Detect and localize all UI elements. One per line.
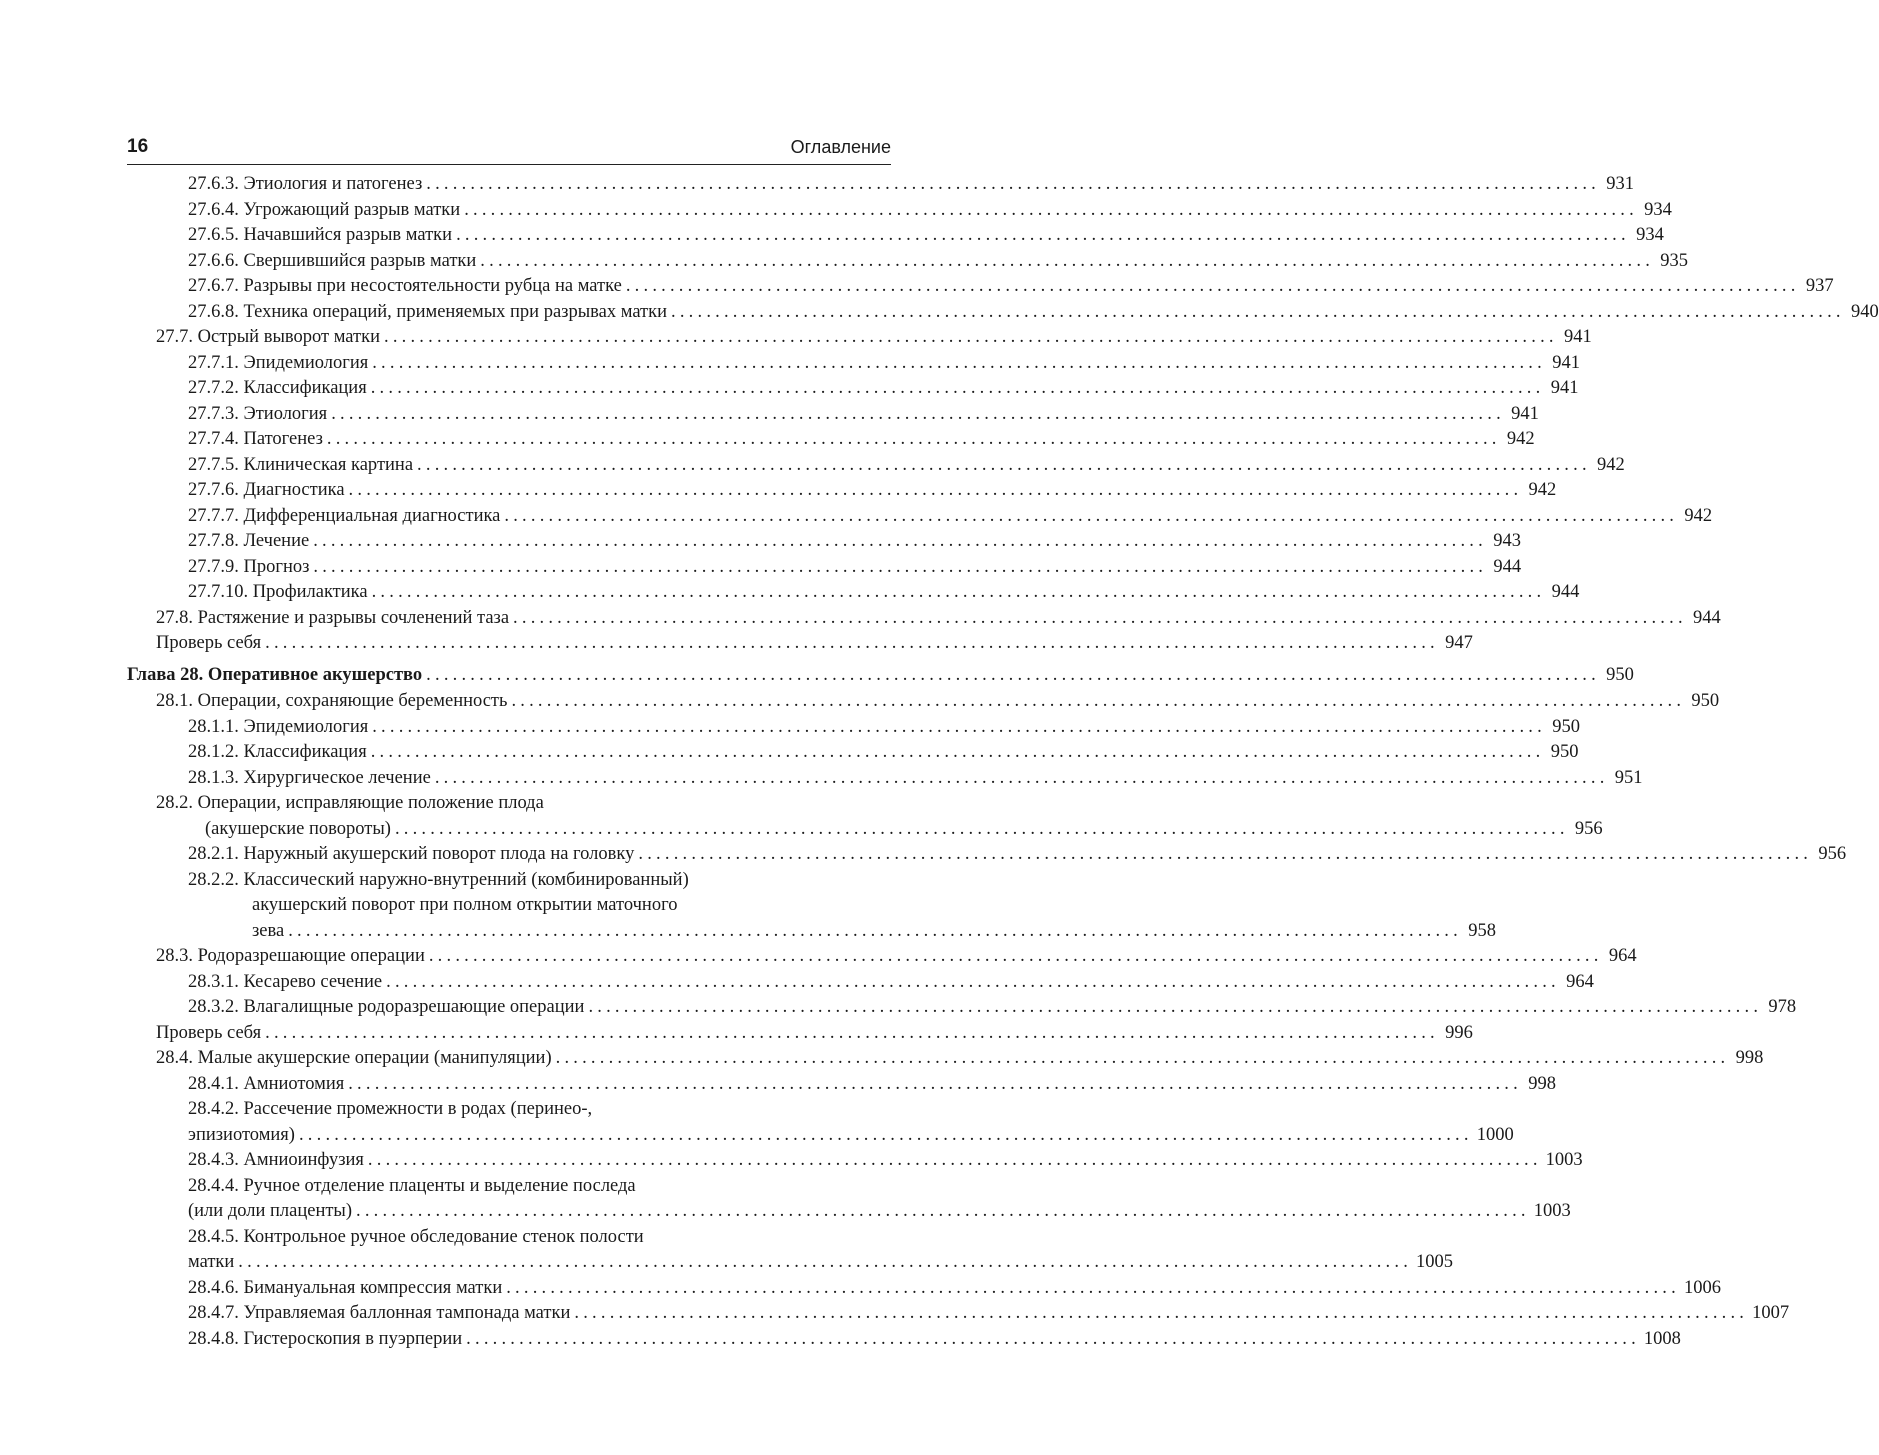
toc-title-line: матки — [188, 1252, 235, 1272]
toc-entry — [0, 943, 1637, 969]
page-number: 16 — [127, 136, 149, 157]
page-header — [127, 134, 891, 165]
dot-leader: ..................................................................................................................................... — [348, 1073, 1522, 1094]
dot-leader: ..................................................................................................................................... — [588, 997, 1763, 1017]
dot-leader: ..................................................................................................................................... — [371, 582, 1546, 602]
toc-chapter — [0, 662, 1634, 688]
toc-title: 27.6.7. Разрывы при несостоятельности рубца на матке — [188, 276, 622, 296]
toc-title: 28.4.1. Амниотомия — [188, 1073, 345, 1094]
toc-title: 27.7.10. Профилактика — [188, 582, 368, 602]
toc-page: 942 — [1684, 505, 1713, 526]
toc-title: 27.7.6. Диагностика — [188, 480, 345, 500]
toc-entry — [0, 688, 1720, 714]
toc-page: 1003 — [1533, 1201, 1571, 1221]
toc-title-line: эпизиотомия) — [188, 1124, 295, 1145]
toc-title-line: 28.4.5. Контрольное ручное обследование стенок полости — [188, 1226, 644, 1247]
toc-title-line: 28.4.2. Рассечение промежности в родах (перинео-, — [188, 1099, 593, 1119]
toc-page: 1008 — [1643, 1328, 1681, 1349]
dot-leader: ..................................................................................................................................... — [638, 844, 1813, 864]
toc-title: 28.4.6. Бимануальная компрессия матки — [188, 1277, 503, 1298]
toc-entry — [0, 1071, 1556, 1097]
toc-page: 950 — [1552, 716, 1580, 737]
toc-title-line: акушерский поворот при полном открытии маточного — [252, 895, 678, 915]
toc-title: 28.4.3. Амниоинфузия — [188, 1150, 364, 1170]
toc-title-line: (или доли плаценты) — [188, 1201, 353, 1221]
toc-entry — [0, 350, 1580, 376]
toc-title: 27.6.6. Свершившийся разрыв матки — [188, 250, 477, 271]
dot-leader: ..................................................................................................................................... — [555, 1048, 1730, 1068]
dot-leader: ..................................................................................................................................... — [480, 250, 1655, 271]
toc-page: 998 — [1735, 1048, 1764, 1068]
toc-title: 28.1. Операции, сохраняющие беременность — [156, 691, 508, 711]
dot-leader: ..................................................................................................................................... — [265, 633, 1439, 653]
dot-leader: ..................................................................................................................................... — [504, 505, 1679, 526]
toc-page: 1003 — [1545, 1150, 1583, 1170]
toc-entry — [0, 1275, 1721, 1301]
toc-page: 937 — [1805, 276, 1834, 296]
toc-page: 951 — [1614, 767, 1643, 788]
toc-title: 27.7.2. Классификация — [188, 378, 367, 398]
toc-page: 931 — [1606, 174, 1634, 194]
dot-leader: ..................................................................................................................................... — [574, 1303, 1749, 1323]
toc-title: 27.7.5. Клиническая картина — [188, 454, 414, 475]
toc-entry — [0, 401, 1539, 427]
toc-page: 934 — [1644, 199, 1672, 220]
dot-leader: ..................................................................................................................................... — [348, 480, 1523, 500]
toc-entry — [0, 739, 1579, 765]
toc-title: 28.4.8. Гистероскопия в пуэрперии — [188, 1328, 463, 1349]
toc-page: 935 — [1660, 250, 1689, 271]
toc-entry — [0, 171, 1634, 197]
toc-page: 950 — [1606, 665, 1634, 685]
dot-leader: ..................................................................................................................................... — [298, 1124, 1473, 1145]
toc-entry — [0, 605, 1721, 631]
toc-page: 944 — [1693, 607, 1721, 628]
toc-entry — [0, 554, 1522, 580]
dot-leader: ..................................................................................................................................... — [625, 276, 1800, 296]
dot-leader: ..................................................................................................................................... — [434, 767, 1609, 788]
dot-leader: ..................................................................................................................................... — [464, 199, 1638, 220]
toc-title-line: 28.2.2. Классический наружно-внутренний (комбинированный) — [188, 869, 689, 890]
dot-leader: ..................................................................................................................................... — [370, 378, 1545, 398]
dot-leader: ..................................................................................................................................... — [331, 403, 1505, 424]
toc-entry — [0, 969, 1594, 995]
dot-leader: ..................................................................................................................................... — [671, 301, 1845, 322]
toc-page: 944 — [1493, 556, 1522, 577]
toc-page: 943 — [1493, 531, 1521, 551]
toc-title-line: 28.4.4. Ручное отделение плаценты и выделение последа — [188, 1175, 636, 1196]
toc-entry-multiline — [0, 1173, 1000, 1199]
toc-entry — [0, 528, 1521, 554]
toc-entry — [0, 299, 1879, 325]
dot-leader: ..................................................................................................................................... — [466, 1328, 1640, 1349]
toc-page: 950 — [1691, 691, 1720, 711]
toc-title: 27.6.3. Этиология и патогенез — [188, 174, 423, 194]
toc-page: 1005 — [1416, 1252, 1454, 1272]
dot-leader: ..................................................................................................................................... — [238, 1252, 1413, 1272]
dot-leader: ..................................................................................................................................... — [288, 920, 1462, 941]
toc-entry — [0, 503, 1713, 529]
toc-page: 940 — [1851, 301, 1879, 322]
toc-title: 27.7.3. Этиология — [188, 403, 328, 424]
toc-page: 942 — [1528, 480, 1557, 500]
toc-title: 28.4. Малые акушерские операции (манипуляции) — [156, 1048, 552, 1068]
toc-title: 27.6.4. Угрожающий разрыв матки — [188, 199, 461, 220]
toc-entry — [0, 452, 1625, 478]
dot-leader: ..................................................................................................................................... — [511, 691, 1686, 711]
running-head: Оглавление — [790, 137, 891, 157]
toc-entry — [0, 375, 1579, 401]
toc-page: 934 — [1636, 225, 1664, 245]
toc-entry — [0, 1326, 1681, 1352]
toc-title: 27.7.1. Эпидемиология — [188, 352, 369, 373]
toc-entry — [0, 1045, 1764, 1071]
toc-entry — [0, 579, 1580, 605]
toc-title: 28.4.7. Управляемая баллонная тампонада матки — [188, 1303, 571, 1323]
toc-entry — [0, 994, 1797, 1020]
toc-title: 27.6.5. Начавшийся разрыв матки — [188, 225, 453, 245]
toc-page: 964 — [1608, 946, 1637, 966]
toc-page: 944 — [1551, 582, 1580, 602]
dot-leader: ..................................................................................................................................... — [506, 1277, 1680, 1298]
dot-leader: ..................................................................................................................................... — [394, 818, 1569, 839]
dot-leader: ..................................................................................................................................... — [428, 946, 1603, 966]
toc-title: 27.7.8. Лечение — [188, 531, 310, 551]
toc-title-line: зева — [252, 920, 285, 941]
toc-title-line: 28.2. Операции, исправляющие положение плода — [156, 793, 544, 813]
toc-title: Глава 28. Оперативное акушерство — [127, 665, 423, 685]
toc-title: 28.2.1. Наружный акушерский поворот плода на головку — [188, 844, 635, 864]
toc-entry — [0, 324, 1592, 350]
dot-leader: ..................................................................................................................................... — [313, 556, 1488, 577]
dot-leader: ..................................................................................................................................... — [513, 607, 1687, 628]
toc-title: 28.1.2. Классификация — [188, 742, 367, 762]
dot-leader: ..................................................................................................................................... — [386, 971, 1560, 992]
toc-page: 1007 — [1752, 1303, 1790, 1323]
toc-page: 1000 — [1476, 1124, 1514, 1145]
toc-title: 28.1.3. Хирургическое лечение — [188, 767, 431, 788]
toc-page: 941 — [1552, 352, 1580, 373]
toc-title: 28.3.1. Кесарево сечение — [188, 971, 383, 992]
toc-page: 964 — [1566, 971, 1594, 992]
toc-entry — [0, 765, 1643, 791]
toc-page: 956 — [1574, 818, 1603, 839]
dot-leader: ..................................................................................................................................... — [370, 742, 1545, 762]
dot-leader: ..................................................................................................................................... — [372, 352, 1546, 373]
dot-leader: ..................................................................................................................................... — [367, 1150, 1542, 1170]
toc-entry — [0, 630, 1473, 656]
dot-leader: ..................................................................................................................................... — [426, 174, 1600, 194]
dot-leader: ..................................................................................................................................... — [265, 1022, 1439, 1043]
toc-entry — [0, 426, 1535, 452]
toc-entry — [0, 477, 1557, 503]
toc-title: 27.8. Растяжение и разрывы сочленений таза — [156, 607, 510, 628]
toc-page: 941 — [1550, 378, 1579, 398]
toc-page: 942 — [1506, 429, 1535, 449]
toc-title: Проверь себя — [156, 1022, 262, 1043]
toc-entry — [0, 248, 1689, 274]
toc-title: 27.6.8. Техника операций, применяемых при разрывах матки — [188, 301, 668, 322]
toc-entry — [0, 841, 1847, 867]
dot-leader: ..................................................................................................................................... — [313, 531, 1487, 551]
toc-page: 947 — [1445, 633, 1473, 653]
toc-page: 941 — [1563, 327, 1592, 347]
toc-title: 28.3. Родоразрешающие операции — [156, 946, 425, 966]
dot-leader: ..................................................................................................................................... — [456, 225, 1630, 245]
toc-page: 996 — [1445, 1022, 1473, 1043]
dot-leader: ..................................................................................................................................... — [384, 327, 1558, 347]
toc-entry-multiline — [0, 1096, 1000, 1122]
dot-leader: ..................................................................................................................................... — [356, 1201, 1530, 1221]
toc-entry — [0, 197, 1672, 223]
toc-entry — [0, 1020, 1473, 1046]
toc-page: 1006 — [1683, 1277, 1721, 1298]
dot-leader: ..................................................................................................................................... — [417, 454, 1591, 475]
toc-title-line: (акушерские повороты) — [205, 818, 391, 839]
toc-title: 28.1.1. Эпидемиология — [188, 716, 369, 737]
toc-page: 998 — [1528, 1073, 1556, 1094]
toc-entry — [0, 1147, 1583, 1173]
toc-entry — [0, 222, 1664, 248]
toc-entry-multiline — [0, 790, 1000, 816]
toc-title: 27.7.4. Патогенез — [188, 429, 323, 449]
toc-page: 941 — [1511, 403, 1539, 424]
toc-page: 958 — [1468, 920, 1496, 941]
dot-leader: ..................................................................................................................................... — [326, 429, 1501, 449]
toc-title: Проверь себя — [156, 633, 262, 653]
toc-title: 27.7.9. Прогноз — [188, 556, 310, 577]
dot-leader: ..................................................................................................................................... — [372, 716, 1546, 737]
toc-page: 978 — [1768, 997, 1797, 1017]
toc-title: 27.7. Острый выворот матки — [156, 327, 380, 347]
toc-page: 956 — [1818, 844, 1847, 864]
toc-page: 950 — [1550, 742, 1579, 762]
toc-entry — [0, 1300, 1790, 1326]
toc-entry — [0, 714, 1580, 740]
toc-entry — [0, 273, 1834, 299]
toc-entry-multiline — [0, 1224, 1000, 1250]
toc-entry-multiline — [0, 867, 1000, 893]
toc-page: 942 — [1597, 454, 1625, 475]
toc-title: 28.3.2. Влагалищные родоразрешающие операции — [188, 997, 585, 1017]
toc-title: 27.7.7. Дифференциальная диагностика — [188, 505, 501, 526]
dot-leader: ..................................................................................................................................... — [426, 665, 1600, 685]
